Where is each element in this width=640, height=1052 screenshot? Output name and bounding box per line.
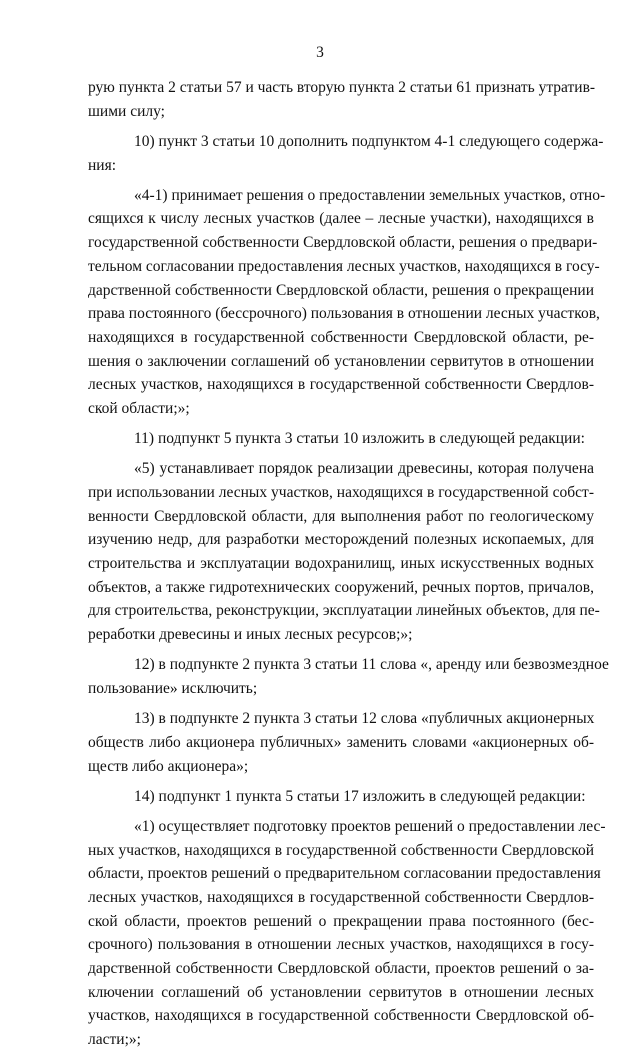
text-line: для строительства, реконструкции, эксплуатации линейных объектов, для пе- bbox=[88, 602, 600, 620]
text-line: шими силу; bbox=[88, 102, 165, 120]
text-line: 13) в подпункте 2 пункта 3 статьи 12 слова «публичных акционерных bbox=[134, 710, 595, 728]
text-line: строительства и эксплуатации водохранилищ, иных искусственных водных bbox=[88, 555, 594, 573]
paragraph-p-cont bbox=[88, 76, 594, 123]
paragraph-p14 bbox=[88, 785, 594, 809]
text-line: лесных участков, находящихся в государственной собственности Свердлов- bbox=[88, 889, 594, 906]
text-line: «1) осуществляет подготовку проектов решений о предоставлении лес- bbox=[134, 817, 606, 835]
text-line: обществ либо акционера публичных» заменить словами «акционерных об- bbox=[88, 733, 594, 751]
text-line: ния: bbox=[88, 156, 117, 174]
text-line: шения о заключении соглашений об установлении сервитутов в отношении bbox=[88, 352, 594, 370]
text-line: изучению недр, для разработки месторождений полезных ископаемых, для bbox=[88, 531, 594, 549]
text-line: области, проектов решений о предварительном согласовании предоставления bbox=[88, 865, 601, 883]
text-line: реработки древесины и иных лесных ресурсов;»; bbox=[88, 626, 413, 644]
text-line: дарственной собственности Свердловской области, проектов решений о за- bbox=[88, 960, 594, 978]
text-line: «4-1) принимает решения о предоставлении земельных участков, отно- bbox=[134, 186, 606, 204]
text-line: «5) устанавливает порядок реализации древесины, которая получена bbox=[134, 460, 594, 478]
text-line: тельном согласовании предоставления лесных участков, находящихся в госу- bbox=[88, 257, 600, 275]
paragraph-p10 bbox=[88, 130, 604, 177]
text-line: участков, находящихся в государственной собственности Свердловской об- bbox=[88, 1007, 594, 1025]
text-line: права постоянного (бессрочного) пользования в отношении лесных участков, bbox=[88, 305, 600, 323]
text-line: срочного) пользования в отношении лесных участков, находящихся в госу- bbox=[88, 936, 594, 954]
text-line: дарственной собственности Свердловской области, решения о прекращении bbox=[88, 281, 594, 299]
text-line: ской области;»; bbox=[88, 399, 190, 417]
page-number: 3 bbox=[316, 44, 324, 61]
document-body bbox=[88, 76, 609, 1052]
paragraph-p11 bbox=[88, 427, 594, 451]
text-line: ществ либо акционера»; bbox=[88, 757, 249, 775]
text-line: лесных участков, находящихся в государственной собственности Свердлов- bbox=[88, 376, 594, 394]
text-line: государственной собственности Свердловской области, решения о предвари- bbox=[88, 234, 598, 252]
text-line: 10) пункт 3 статьи 10 дополнить подпунктом 4-1 следующего содержа- bbox=[134, 132, 604, 150]
text-line: ской области, проектов решений о прекращении права постоянного (бес- bbox=[88, 912, 594, 930]
text-line: ных участков, находящихся в государственной собственности Свердловской bbox=[88, 841, 594, 859]
text-line: 12) в подпункте 2 пункта 3 статьи 11 слова «, аренду или безвозмездное bbox=[134, 656, 609, 674]
paragraph-p10-quote bbox=[88, 184, 606, 421]
paragraph-p12 bbox=[88, 653, 609, 700]
text-line: ласти;»; bbox=[88, 1031, 141, 1049]
text-line: находящихся в государственной собственности Свердловской области, ре- bbox=[88, 328, 594, 346]
paragraph-p11-quote bbox=[88, 457, 600, 647]
text-line: 14) подпункт 1 пункта 5 статьи 17 изложить в следующей редакции: bbox=[134, 787, 586, 805]
text-line: сящихся к числу лесных участков (далее – лесные участки), находящихся в bbox=[88, 210, 594, 228]
text-line: пользование» исключить; bbox=[88, 680, 258, 697]
paragraph-p14-quote bbox=[88, 815, 606, 1052]
text-line: объектов, а также гидротехнических сооружений, речных портов, причалов, bbox=[88, 578, 594, 596]
text-line: при использовании лесных участков, находящихся в государственной собст- bbox=[88, 484, 594, 501]
text-line: ключении соглашений об установлении сервитутов в отношении лесных bbox=[88, 983, 594, 1001]
paragraph-p13 bbox=[88, 707, 594, 778]
text-line: 11) подпункт 5 пункта 3 статьи 10 изложить в следующей редакции: bbox=[134, 430, 585, 448]
text-line: венности Свердловской области, для выполнения работ по геологическому bbox=[88, 507, 594, 525]
text-line: рую пункта 2 статьи 57 и часть вторую пункта 2 статьи 61 признать утратив- bbox=[88, 79, 596, 96]
